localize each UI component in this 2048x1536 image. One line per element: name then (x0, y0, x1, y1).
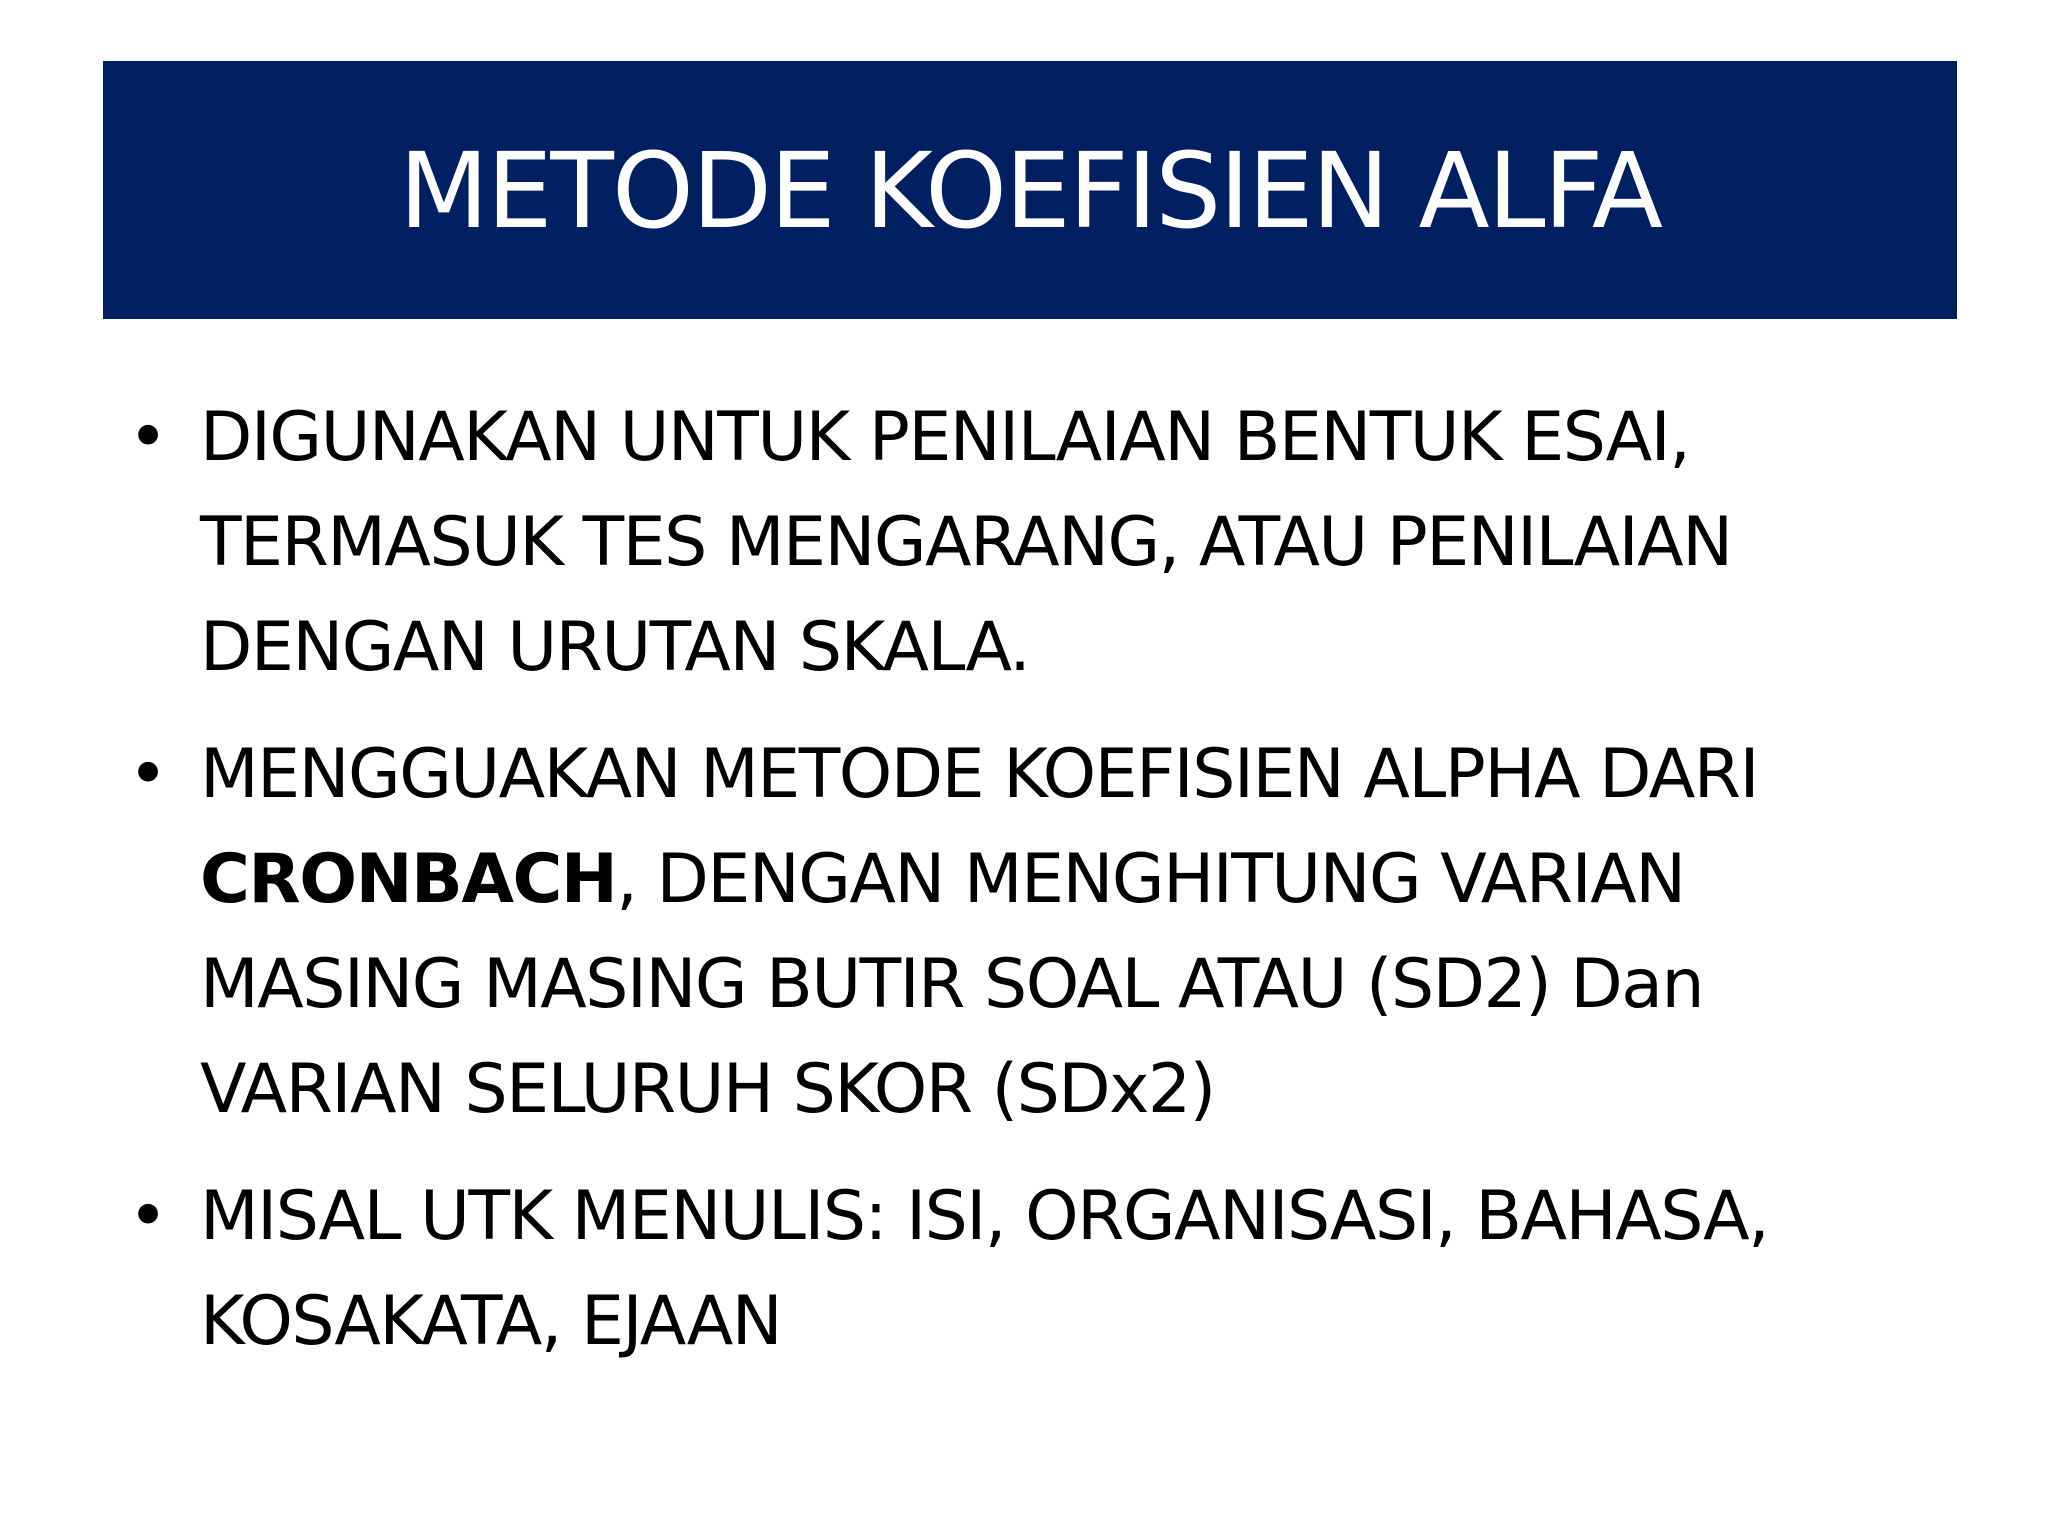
bullet-2-line-4: VARIAN SELURUH SKOR (SDx2) (200, 1050, 1215, 1129)
bullet-1-line-1: DIGUNAKAN UNTUK PENILAIAN BENTUK ESAI, (200, 398, 1690, 477)
bullet-1-line-2: TERMASUK TES MENGARANG, ATAU PENILAIAN (200, 503, 1732, 582)
bullet-item-2 (120, 722, 1950, 1142)
bullet-2-bold-name: CRONBACH (200, 840, 617, 919)
bullet-2-line-3: MASING MASING BUTIR SOAL ATAU (SD2) Dan (200, 945, 1704, 1024)
bullet-item-1 (120, 385, 1950, 700)
bullet-icon: • (128, 1177, 167, 1256)
bullet-icon: • (128, 735, 167, 814)
bullet-2-line-2-rest: , DENGAN MENGHITUNG VARIAN (616, 840, 1685, 919)
bullet-1-line-3: DENGAN URUTAN SKALA. (200, 608, 1030, 687)
title-bar (103, 61, 1957, 319)
bullet-2-line-1: MENGGUAKAN METODE KOEFISIEN ALPHA DARI (200, 735, 1759, 814)
bullet-item-3 (120, 1164, 1950, 1374)
bullet-3-line-2: KOSAKATA, EJAAN (200, 1282, 782, 1361)
bullet-3-line-1: MISAL UTK MENULIS: ISI, ORGANISASI, BAHASA, (200, 1177, 1769, 1256)
slide-title: METODE KOEFISIEN ALFA (398, 130, 1661, 252)
bullet-list (120, 385, 1950, 1396)
bullet-icon: • (128, 398, 167, 477)
bullet-2-line-2 (200, 827, 1950, 932)
